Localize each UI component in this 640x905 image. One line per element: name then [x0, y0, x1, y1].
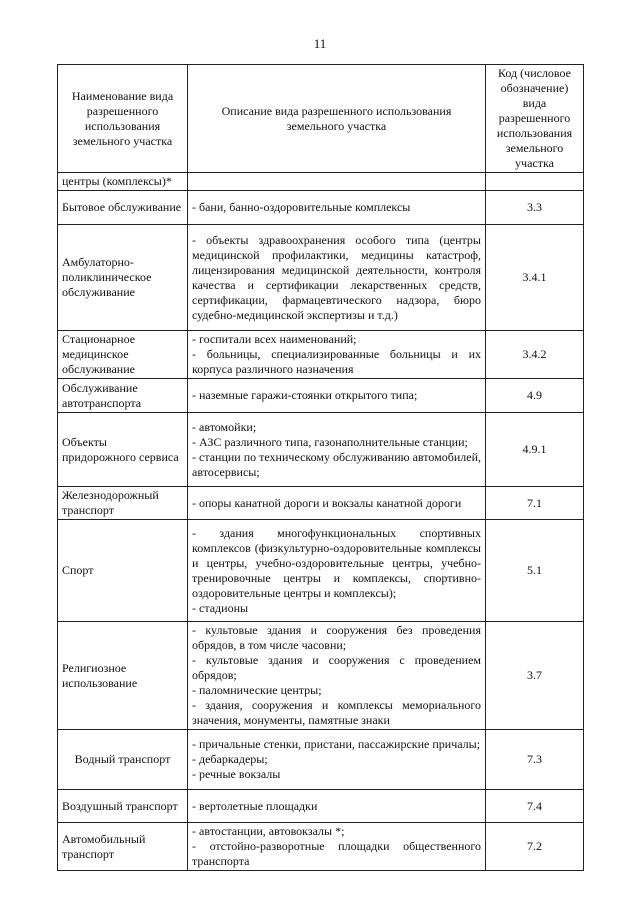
header-description: Описание вида разрешенного использования земельного участка	[188, 65, 486, 173]
row-description	[188, 790, 486, 823]
row-description-line: - речные вокзалы	[192, 767, 281, 781]
row-description	[188, 622, 486, 730]
row-name: центры (комплексы)*	[58, 173, 188, 191]
row-description-line: - опоры канатной дороги и вокзалы канатной дороги	[192, 495, 462, 510]
row-description-line: - здания многофункциональных спортивных комплексов (физкультурно-оздоровительные комплексы и центры, учебно-оздоровительные центры, учебно-тренировочные центры и комплексы, спортивно-оздоровительные центры и комплексы);	[192, 525, 481, 600]
row-code: 5.1	[486, 520, 584, 622]
row-name: Воздушный транспорт	[58, 790, 188, 823]
row-name: Автомобильный транспорт	[58, 823, 188, 871]
table-row	[58, 413, 584, 487]
table-row	[58, 225, 584, 331]
row-code: 7.2	[486, 823, 584, 871]
row-code: 7.1	[486, 487, 584, 520]
row-name: Религиозное использование	[58, 622, 188, 730]
row-description-line: - АЗС различного типа, газонаполнительные станции;	[192, 434, 468, 449]
row-description-line: - паломнические центры;	[192, 683, 322, 697]
row-description-line: - бани, банно-оздоровительные комплексы	[192, 200, 411, 214]
table-row	[58, 487, 584, 520]
row-description	[188, 413, 486, 487]
row-code	[486, 173, 584, 191]
row-description-line: - здания, сооружения и комплексы мемориального значения, монументы, памятные знаки	[192, 698, 481, 727]
row-description-line: - станции по техническому обслуживанию автомобилей, автосервисы;	[192, 449, 482, 479]
row-name: Бытовое обслуживание	[58, 191, 188, 225]
row-code: 3.4.2	[486, 331, 584, 379]
row-description	[188, 173, 486, 191]
row-description	[188, 225, 486, 331]
table-row	[58, 730, 584, 790]
row-description-line: - объекты здравоохранения особого типа (центры медицинской профилактики, медицины катастроф, лицензирования медицинской деятельности, контроля качества и сертификации лекарственных средств, сертификации, фармацевтического надзора, бюро судебно-медицинской экспертизы и т.д.)	[192, 232, 481, 322]
row-description	[188, 379, 486, 413]
row-name: Стационарное медицинское обслуживание	[58, 331, 188, 379]
row-name: Амбулаторно-поликлиническое обслуживание	[58, 225, 188, 331]
table-row	[58, 790, 584, 823]
row-description	[188, 823, 486, 871]
row-description-line: - госпитали всех наименований;	[192, 332, 357, 346]
row-description-line: - культовые здания и сооружения с проведением обрядов;	[192, 653, 481, 682]
row-name: Водный транспорт	[58, 730, 188, 790]
row-description	[188, 520, 486, 622]
row-description-line: - культовые здания и сооружения без проведения обрядов, в том числе часовни;	[192, 623, 481, 652]
table-row	[58, 173, 584, 191]
row-name: Обслуживание автотранспорта	[58, 379, 188, 413]
row-code: 7.3	[486, 730, 584, 790]
table-row	[58, 191, 584, 225]
page-number: 11	[313, 36, 327, 51]
row-description	[188, 331, 486, 379]
row-description	[188, 730, 486, 790]
row-code: 4.9.1	[486, 413, 584, 487]
row-code: 3.7	[486, 622, 584, 730]
table-row	[58, 823, 584, 871]
row-description-line: - дебаркадеры;	[192, 752, 268, 766]
table-header-row	[58, 65, 584, 173]
row-name: Спорт	[58, 520, 188, 622]
row-description-line: - отстойно-разворотные площадки общественного транспорта	[192, 839, 481, 868]
row-description-line: - причальные стенки, пристани, пассажирские причалы;	[192, 737, 481, 751]
row-description-line: - автомойки;	[192, 419, 257, 434]
row-code: 7.4	[486, 790, 584, 823]
row-name: Железнодорожный транспорт	[58, 487, 188, 520]
header-name: Наименование вида разрешенного использования земельного участка	[58, 65, 188, 173]
row-name: Объекты придорожного сервиса	[58, 413, 188, 487]
row-code: 3.3	[486, 191, 584, 225]
row-code: 3.4.1	[486, 225, 584, 331]
row-description-line: - больницы, специализированные больницы и их корпуса различного назначения	[192, 347, 481, 376]
row-description-line: - стадионы	[192, 600, 249, 615]
row-description-line: - вертолетные площадки	[192, 798, 318, 813]
header-code: Код (числовое обозначение) вида разрешенного использования земельного участка	[486, 65, 584, 173]
row-code: 4.9	[486, 379, 584, 413]
table-row	[58, 379, 584, 413]
row-description-line: - наземные гаражи-стоянки открытого типа;	[192, 388, 418, 402]
land-use-table	[57, 64, 584, 871]
table-row	[58, 331, 584, 379]
table-row	[58, 622, 584, 730]
row-description-line: - автостанции, автовокзалы *;	[192, 824, 345, 838]
row-description	[188, 191, 486, 225]
table-row	[58, 520, 584, 622]
row-description	[188, 487, 486, 520]
